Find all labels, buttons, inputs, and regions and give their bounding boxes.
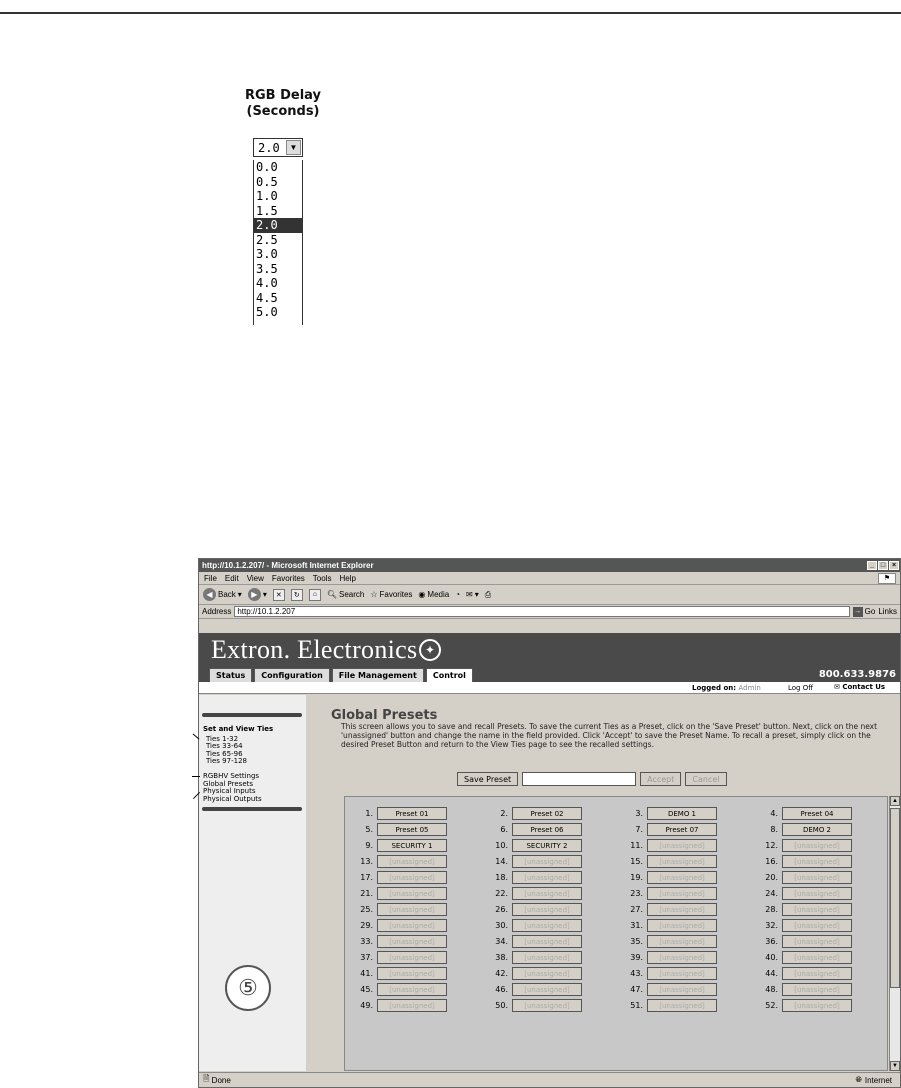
preset-cell — [353, 999, 488, 1012]
tab-file-management[interactable]: File Management — [332, 668, 424, 682]
preset-cell — [623, 871, 758, 884]
search-icon: 🔍︎ — [326, 590, 337, 599]
preset-number: 30. — [495, 921, 508, 930]
preset-cell — [758, 807, 888, 820]
home-icon: ⌂ — [309, 589, 321, 601]
rgb-delay-option[interactable]: 3.5 — [256, 261, 278, 276]
preset-cell — [623, 807, 758, 820]
refresh-button[interactable] — [291, 589, 303, 601]
preset-number: 25. — [360, 905, 373, 914]
scroll-down-icon[interactable]: ▼ — [890, 1061, 900, 1071]
preset-button[interactable]: [unassigned] — [377, 951, 447, 964]
preset-button[interactable]: [unassigned] — [782, 871, 852, 884]
go-label: Go — [864, 607, 876, 616]
preset-button[interactable]: Preset 05 — [377, 823, 447, 836]
login-status-bar — [199, 682, 900, 694]
preset-button[interactable]: Preset 06 — [512, 823, 582, 836]
rgb-delay-option[interactable]: 4.0 — [256, 276, 278, 290]
preset-button[interactable]: [unassigned] — [782, 967, 852, 980]
preset-button[interactable]: [unassigned] — [377, 903, 447, 916]
refresh-icon: ↻ — [291, 589, 303, 601]
sidebar-item-ties-2[interactable]: Ties 33-64 — [206, 742, 243, 750]
rgb-delay-title — [238, 88, 328, 120]
globe-icon: 🌐︎ — [855, 1075, 862, 1084]
back-button[interactable]: ◀ Back ▾ — [203, 588, 242, 601]
preset-cell — [623, 823, 758, 836]
preset-number: 47. — [630, 985, 643, 994]
preset-number: 2. — [500, 809, 508, 818]
search-button[interactable] — [327, 590, 365, 599]
preset-number: 4. — [770, 809, 778, 818]
go-arrow-icon: → — [854, 608, 862, 615]
preset-cell — [623, 983, 758, 996]
preset-cell — [623, 887, 758, 900]
preset-cell — [623, 951, 758, 964]
preset-button[interactable]: [unassigned] — [377, 919, 447, 932]
mail-icon: ✉ — [834, 683, 840, 691]
preset-number: 37. — [360, 953, 373, 962]
preset-cell — [488, 951, 623, 964]
preset-cell — [488, 919, 623, 932]
sidebar-item-physical-inputs[interactable]: Physical Inputs — [203, 787, 256, 795]
preset-number: 36. — [765, 937, 778, 946]
preset-number: 27. — [630, 905, 643, 914]
browser-toolbar — [199, 585, 900, 605]
save-preset-button[interactable]: Save Preset — [457, 772, 518, 786]
address-label: Address — [202, 607, 232, 616]
preset-button[interactable]: Preset 04 — [782, 807, 852, 820]
preset-button[interactable]: SECURITY 1 — [377, 839, 447, 852]
favorites-label: Favorites — [379, 590, 413, 599]
preset-button[interactable]: [unassigned] — [377, 935, 447, 948]
preset-cell — [758, 919, 888, 932]
preset-number: 8. — [770, 825, 778, 834]
preset-number: 6. — [500, 825, 508, 834]
preset-number: 23. — [630, 889, 643, 898]
menu-help[interactable]: Help — [339, 573, 356, 583]
preset-button[interactable]: [unassigned] — [647, 919, 717, 932]
contact-us-link[interactable] — [834, 683, 885, 691]
preset-cell — [353, 919, 488, 932]
preset-button[interactable]: [unassigned] — [377, 999, 447, 1012]
preset-number: 48. — [765, 985, 778, 994]
menu-tools[interactable]: Tools — [312, 573, 332, 583]
preset-number: 29. — [360, 921, 373, 930]
browser-title: http://10.1.2.207/ - Microsoft Internet Explorer — [202, 561, 374, 570]
preset-button[interactable]: [unassigned] — [647, 903, 717, 916]
preset-cell — [623, 919, 758, 932]
preset-number: 40. — [765, 953, 778, 962]
preset-button[interactable]: SECURITY 2 — [512, 839, 582, 852]
preset-cell — [353, 983, 488, 996]
phone-number: 800.633.9876 — [818, 669, 896, 680]
browser-menu-bar — [199, 572, 900, 585]
contact-us-label: Contact Us — [842, 683, 886, 691]
preset-cell — [623, 967, 758, 980]
preset-number: 42. — [495, 969, 508, 978]
rgb-delay-options-list[interactable] — [253, 160, 303, 325]
sidebar-item-global-presets[interactable]: Global Presets — [203, 780, 254, 788]
tab-configuration[interactable]: Configuration — [254, 668, 330, 682]
preset-number: 35. — [630, 937, 643, 946]
preset-number: 28. — [765, 905, 778, 914]
preset-number: 46. — [495, 985, 508, 994]
preset-button[interactable]: [unassigned] — [647, 855, 717, 868]
preset-button[interactable]: [unassigned] — [782, 855, 852, 868]
preset-button[interactable]: [unassigned] — [782, 935, 852, 948]
preset-cell — [758, 839, 888, 852]
preset-cell — [758, 983, 888, 996]
brand-logo: Extron. Electronics — [211, 635, 418, 664]
forward-button[interactable]: ▶ ▾ — [248, 588, 267, 601]
preset-button[interactable]: [unassigned] — [512, 983, 582, 996]
preset-cell — [758, 951, 888, 964]
preset-number: 9. — [365, 841, 373, 850]
rgb-delay-option[interactable]: 0.0 — [256, 160, 278, 174]
preset-cell — [353, 871, 488, 884]
preset-button[interactable]: [unassigned] — [647, 983, 717, 996]
preset-button[interactable]: DEMO 1 — [647, 807, 717, 820]
preset-cell — [353, 903, 488, 916]
browser-status-bar — [199, 1072, 900, 1087]
preset-button[interactable]: [unassigned] — [782, 983, 852, 996]
rgb-delay-title-line2: (Seconds) — [246, 104, 320, 119]
preset-cell — [488, 823, 623, 836]
preset-number: 13. — [360, 857, 373, 866]
security-zone — [855, 1075, 892, 1085]
logged-on-status — [692, 684, 761, 692]
menu-favorites[interactable]: Favorites — [271, 573, 305, 583]
page-title: Global Presets — [331, 708, 438, 723]
media-icon: ◉ — [418, 590, 426, 599]
rgb-delay-option[interactable]: 1.0 — [256, 189, 278, 203]
preset-cell — [623, 999, 758, 1012]
preset-button[interactable]: [unassigned] — [512, 951, 582, 964]
status-text: Done — [211, 1075, 231, 1085]
preset-cell — [758, 967, 888, 980]
star-icon: ☆ — [370, 590, 378, 599]
preset-cell — [623, 839, 758, 852]
preset-number: 24. — [765, 889, 778, 898]
close-icon[interactable]: × — [889, 561, 899, 570]
preset-cell — [758, 935, 888, 948]
rgb-delay-select[interactable] — [253, 138, 303, 157]
preset-button[interactable]: Preset 07 — [647, 823, 717, 836]
preset-button[interactable]: [unassigned] — [512, 887, 582, 900]
preset-button[interactable]: [unassigned] — [647, 951, 717, 964]
preset-button[interactable]: [unassigned] — [647, 887, 717, 900]
print-icon: ⎙ — [484, 589, 492, 599]
preset-number: 12. — [765, 841, 778, 850]
scroll-thumb[interactable] — [890, 808, 900, 988]
preset-cell — [758, 887, 888, 900]
preset-number: 26. — [495, 905, 508, 914]
go-button[interactable] — [853, 607, 876, 617]
preset-number: 20. — [765, 873, 778, 882]
preset-cell — [353, 823, 488, 836]
rgb-delay-option[interactable]: 1.5 — [256, 203, 278, 218]
preset-button[interactable]: [unassigned] — [647, 839, 717, 852]
rgb-delay-option[interactable]: 0.5 — [256, 174, 278, 189]
preset-number: 11. — [630, 841, 643, 850]
preset-cell — [758, 999, 888, 1012]
preset-cell — [488, 935, 623, 948]
preset-cell — [488, 967, 623, 980]
preset-cell — [353, 967, 488, 980]
preset-button[interactable]: [unassigned] — [377, 983, 447, 996]
stop-button[interactable] — [273, 589, 285, 601]
preset-number: 10. — [495, 841, 508, 850]
callout-mark-rgbhv — [192, 776, 200, 777]
preset-button[interactable]: [unassigned] — [377, 871, 447, 884]
scroll-up-icon[interactable]: ▲ — [890, 796, 900, 806]
preset-number: 21. — [360, 889, 373, 898]
preset-button[interactable]: [unassigned] — [512, 999, 582, 1012]
forward-arrow-icon: ▶ — [248, 588, 261, 601]
preset-number: 15. — [630, 857, 643, 866]
preset-cell — [623, 935, 758, 948]
favorites-button[interactable] — [370, 590, 412, 599]
preset-button[interactable]: DEMO 2 — [782, 823, 852, 836]
rgb-delay-option[interactable]: 5.0 — [256, 305, 278, 319]
preset-cell — [488, 887, 623, 900]
preset-button[interactable]: [unassigned] — [647, 871, 717, 884]
print-button[interactable] — [485, 590, 491, 600]
address-input[interactable] — [234, 606, 849, 617]
preset-number: 50. — [495, 1001, 508, 1010]
preset-cell — [623, 855, 758, 868]
preset-cell — [353, 855, 488, 868]
preset-number: 38. — [495, 953, 508, 962]
menu-view[interactable]: View — [246, 573, 264, 583]
mail-button[interactable]: ✉ ▾ — [466, 590, 479, 599]
preset-number: 45. — [360, 985, 373, 994]
sidebar-top-divider — [202, 713, 302, 717]
stop-icon: ✕ — [273, 589, 285, 601]
rgb-delay-option[interactable]: 3.0 — [256, 247, 278, 261]
rgb-delay-option[interactable]: 2.5 — [256, 232, 278, 247]
preset-button[interactable]: [unassigned] — [377, 887, 447, 900]
browser-title-bar — [199, 559, 900, 572]
preset-cell — [488, 983, 623, 996]
back-label: Back — [218, 590, 236, 599]
sidebar-item-ties-1[interactable]: Ties 1-32 — [206, 735, 239, 743]
sidebar-item-physical-outputs[interactable]: Physical Outputs — [203, 795, 262, 803]
preset-cell — [758, 903, 888, 916]
logged-on-user: Admin — [738, 684, 761, 692]
sidebar-bottom-divider — [202, 807, 302, 811]
back-arrow-icon: ◀ — [203, 588, 216, 601]
rgb-delay-option[interactable]: 2.0 — [254, 218, 302, 233]
preset-button[interactable]: [unassigned] — [782, 999, 852, 1012]
rgb-delay-title-line1: RGB Delay — [244, 88, 322, 103]
rgb-delay-option[interactable]: 4.5 — [256, 290, 278, 305]
chevron-down-icon[interactable]: ▼ — [286, 140, 301, 155]
preset-button[interactable]: Preset 01 — [377, 807, 447, 820]
sidebar-item-rgbhv-settings[interactable]: RGBHV Settings — [203, 772, 260, 780]
links-button[interactable]: Links — [878, 607, 897, 616]
preset-cell — [353, 839, 488, 852]
preset-number: 39. — [630, 953, 643, 962]
preset-cell — [353, 807, 488, 820]
preset-cell — [758, 871, 888, 884]
preset-button[interactable]: [unassigned] — [512, 855, 582, 868]
sidebar-item-ties-4[interactable]: Ties 97-128 — [206, 757, 247, 765]
menu-file[interactable]: File — [204, 573, 217, 583]
preset-number: 33. — [360, 937, 373, 946]
tab-control[interactable]: Control — [426, 668, 473, 682]
preset-number: 32. — [765, 921, 778, 930]
preset-number: 44. — [765, 969, 778, 978]
preset-button[interactable]: [unassigned] — [782, 951, 852, 964]
preset-cell — [488, 807, 623, 820]
preset-number: 31. — [630, 921, 643, 930]
home-button[interactable] — [309, 589, 321, 601]
media-button[interactable] — [418, 590, 449, 599]
preset-cell — [353, 935, 488, 948]
preset-cell — [758, 823, 888, 836]
sidebar-item-ties-3[interactable]: Ties 65-96 — [206, 750, 243, 758]
preset-controls — [457, 772, 727, 786]
preset-button[interactable]: [unassigned] — [512, 967, 582, 980]
history-icon: ◔ — [455, 590, 461, 599]
service-support-seal-icon: ⑤ — [225, 965, 271, 1011]
preset-button[interactable]: [unassigned] — [512, 919, 582, 932]
preset-number: 41. — [360, 969, 373, 978]
preset-button[interactable]: [unassigned] — [512, 903, 582, 916]
windows-logo-icon: ⚑ — [878, 573, 896, 584]
preset-cell — [488, 999, 623, 1012]
preset-button[interactable]: [unassigned] — [377, 855, 447, 868]
main-tabs — [209, 668, 473, 682]
address-value: http://10.1.2.207 — [237, 607, 296, 616]
presets-grid — [353, 807, 888, 1012]
preset-button[interactable]: [unassigned] — [782, 839, 852, 852]
preset-name-input[interactable] — [522, 772, 636, 786]
history-button[interactable] — [455, 590, 460, 599]
preset-button[interactable]: [unassigned] — [647, 967, 717, 980]
preset-number: 43. — [630, 969, 643, 978]
accept-button[interactable]: Accept — [640, 772, 681, 786]
log-off-link[interactable]: Log Off — [788, 684, 814, 692]
zone-label: Internet — [864, 1075, 892, 1085]
preset-number: 3. — [635, 809, 643, 818]
preset-cell — [353, 887, 488, 900]
preset-cell — [488, 871, 623, 884]
sidebar-heading: Set and View Ties — [203, 725, 274, 733]
menu-edit[interactable]: Edit — [224, 573, 239, 583]
preset-number: 18. — [495, 873, 508, 882]
preset-button[interactable]: [unassigned] — [782, 919, 852, 932]
preset-number: 7. — [635, 825, 643, 834]
presets-panel — [344, 796, 888, 1071]
page-top-rule — [0, 12, 901, 14]
preset-number: 22. — [495, 889, 508, 898]
preset-number: 16. — [765, 857, 778, 866]
extron-logo-icon: ✦ — [419, 639, 441, 661]
preset-cell — [488, 855, 623, 868]
search-label: Search — [338, 590, 365, 599]
preset-cell — [488, 903, 623, 916]
maximize-icon[interactable]: □ — [878, 561, 888, 570]
address-bar — [199, 605, 900, 619]
preset-button[interactable]: [unassigned] — [377, 967, 447, 980]
preset-number: 52. — [765, 1001, 778, 1010]
browser-window — [198, 558, 901, 1088]
preset-button[interactable]: [unassigned] — [782, 887, 852, 900]
presets-scrollbar[interactable] — [889, 796, 900, 1071]
page-description: This screen allows you to save and recall Presets. To save the current Ties as a Preset, click on the 'Save Preset' button. Next, click on the next 'unassigned' button and change the name in the field provided. Click 'Accept' to save the Preset Name. To recall a preset, simply click on the desired Preset Button and return to the View Ties page to see the recalled settings. — [341, 722, 878, 749]
cancel-button[interactable]: Cancel — [685, 772, 726, 786]
preset-button[interactable]: [unassigned] — [512, 935, 582, 948]
preset-number: 19. — [630, 873, 643, 882]
preset-cell — [353, 951, 488, 964]
preset-number: 14. — [495, 857, 508, 866]
mail-icon: ✉ — [466, 590, 473, 599]
preset-cell — [758, 855, 888, 868]
preset-number: 17. — [360, 873, 373, 882]
logged-on-label: Logged on: — [692, 684, 737, 692]
minimize-icon[interactable]: _ — [867, 561, 877, 570]
preset-number: 34. — [495, 937, 508, 946]
preset-number: 51. — [630, 1001, 643, 1010]
media-label: Media — [427, 590, 450, 599]
page-icon: 🗎︎ — [203, 1074, 210, 1083]
preset-number: 5. — [365, 825, 373, 834]
rgb-delay-selected-value: 2.0 — [258, 140, 280, 155]
preset-button[interactable]: [unassigned] — [512, 871, 582, 884]
preset-button[interactable]: [unassigned] — [782, 903, 852, 916]
preset-number: 1. — [365, 809, 373, 818]
preset-button[interactable]: Preset 02 — [512, 807, 582, 820]
preset-button[interactable]: [unassigned] — [647, 935, 717, 948]
preset-cell — [488, 839, 623, 852]
preset-cell — [623, 903, 758, 916]
preset-button[interactable]: [unassigned] — [647, 999, 717, 1012]
preset-number: 49. — [360, 1001, 373, 1010]
tab-status[interactable]: Status — [209, 668, 252, 682]
